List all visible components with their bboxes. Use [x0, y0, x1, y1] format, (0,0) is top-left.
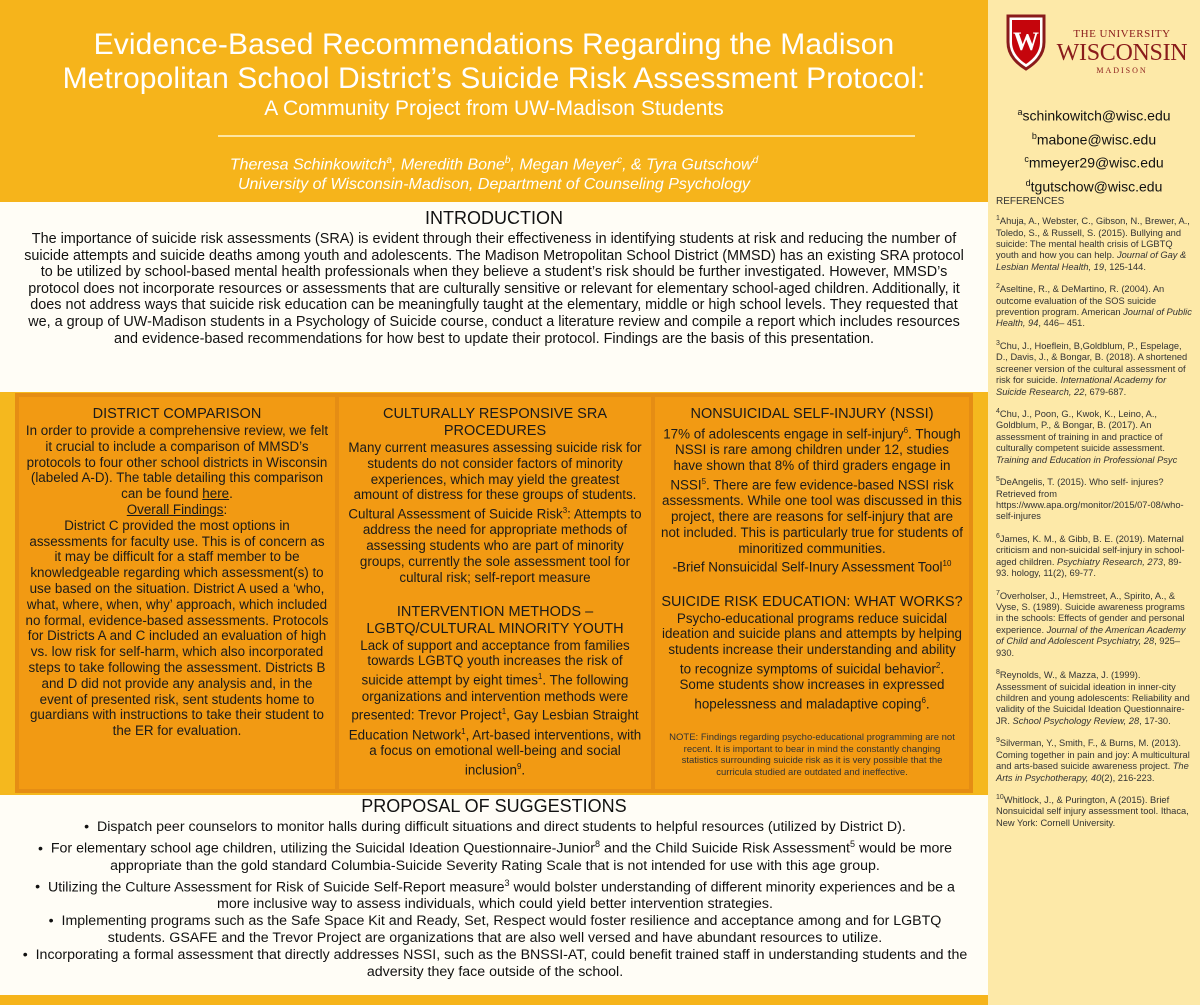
email-line	[988, 173, 1200, 197]
poster-subtitle: A Community Project from UW-Madison Students	[264, 97, 724, 120]
nssi-text-part: . There are few evidence-based NSSI risk assessments. While one tool was discussed in this project, there are reasons for self-injury that are not included. This is particularly true for students of minoritized communities.	[661, 477, 963, 556]
email-sup: b	[1031, 130, 1037, 141]
reference-number: 8	[996, 669, 1000, 677]
punctuation: :	[223, 501, 228, 517]
author-block	[0, 151, 988, 195]
citation-sup: 6	[921, 696, 926, 706]
reference-text: James, K. M., & Gibb, B. E. (2019). Maternal criticism and non-suicidal self-injury in school-aged children.	[996, 533, 1185, 567]
citation-sup: 9	[516, 761, 522, 771]
list-item: • Incorporating a formal assessment that directly addresses NSSI, such as the BNSSI-AT, could benefit trained staff in understanding students and the adversity they face outside of the school.	[20, 947, 970, 981]
email-sup: d	[1025, 177, 1031, 188]
findings-label-text: Overall Findings	[126, 501, 224, 517]
comparison-table-link[interactable]: here	[202, 486, 230, 502]
citation-sup: 3	[504, 877, 510, 888]
reference-source: Journal of Public Health, 94	[996, 307, 1192, 329]
punctuation: .	[229, 486, 233, 502]
citation-sup: 3	[562, 506, 568, 516]
nssi-text	[661, 423, 963, 556]
citation-sup: 2	[935, 660, 941, 670]
email-sup: c	[1024, 154, 1029, 165]
author-name: Meredith Bone	[400, 156, 505, 174]
reference-end: (2), 216-223.	[1101, 772, 1155, 783]
author-sup: d	[752, 155, 759, 166]
culturally-responsive-text	[347, 440, 643, 586]
citation-sup: 1	[501, 707, 507, 717]
email-sup: a	[1017, 107, 1023, 117]
citation-sup: 5	[701, 476, 707, 486]
reference-text: Chu, J., Poon, G., Kwok, K., Leino, A., Goldblum, P., & Bongar, B. (2017). An assessment of training in and practice of culturally competent suicide assessment.	[996, 409, 1165, 454]
findings-columns	[15, 393, 973, 793]
suicide-education-text	[661, 611, 963, 713]
proposal-text: For elementary school age children, utilizing the Suicidal Ideation Questionnaire-Junior	[50, 840, 595, 857]
proposal-heading: PROPOSAL OF SUGGESTIONS	[361, 796, 627, 816]
reference-item	[996, 474, 1192, 523]
reference-source: Journal of the American Academy of Child and Adolescent Psychiatry, 28	[996, 624, 1186, 647]
reference-source: School Psychology Review, 28	[1012, 715, 1140, 726]
middle-column	[339, 397, 651, 789]
author-name: Megan Meyer	[519, 156, 618, 174]
author-name: Tyra Gutschow	[646, 156, 753, 174]
reference-number: 4	[996, 407, 1000, 415]
logo-text-university: THE UNIVERSITY	[1073, 28, 1171, 40]
reference-number: 2	[996, 283, 1000, 291]
education-text: Psycho-educational programs reduce suicidal ideation and suicide plans and attempts by helping students increase their understanding and ability to recognize symptoms of suicidal behavior	[661, 610, 962, 677]
reference-item	[996, 213, 1192, 273]
reference-text: Ahuja, A., Webster, C., Gibson, N., Brewer, A., Toledo, S., & Russell, S. (2015). Bullying and suicide: The mental health crisis of LGBTQ youth and how you can help.	[996, 216, 1190, 261]
email-link[interactable]: mmeyer29@wisc.edu	[1028, 154, 1164, 171]
contact-emails	[988, 102, 1200, 197]
reference-number: 5	[996, 476, 1000, 484]
culturally-text-a: Many current measures assessing suicide risk for students do not consider factors of minority experiences, which may yield the greatest amount of distress for these groups of students. Cultural Assessment of Suicide Risk	[348, 440, 642, 522]
reference-number: 10	[996, 793, 1004, 801]
reference-item	[996, 667, 1192, 727]
citation-sup: 1	[461, 726, 466, 736]
intervention-text: , Art-based interventions, with a focus on emotional well-being and social inclusion	[369, 727, 642, 778]
footer-bar	[0, 995, 988, 1005]
list-item: • Implementing programs such as the Safe Space Kit and Ready, Set, Respect would foster resilience and acceptance among and for LGBTQ students. GSAFE and the Trevor Project are organizations that are also well versed and have abundant resources to utilize.	[20, 913, 970, 947]
culturally-responsive-heading: CULTURALLY RESPONSIVE SRA PROCEDURES	[382, 406, 607, 439]
reference-source: Journal of Gay & Lesbian Mental Health, 19	[996, 250, 1187, 272]
logo-text-wisconsin: WISCONSIN	[1056, 40, 1188, 66]
email-line	[988, 126, 1200, 150]
reference-source: International Academy for Suicide Research, 22	[996, 375, 1167, 397]
email-link[interactable]: tgutschow@wisc.edu	[1030, 178, 1163, 195]
author-list	[0, 151, 988, 175]
poster-header	[0, 0, 988, 202]
author-separator: , &	[622, 156, 647, 174]
district-comparison-heading: DISTRICT COMPARISON	[92, 406, 262, 422]
citation-sup: 6	[903, 426, 909, 435]
district-findings-text: District C provided the most options in assessments for faculty use. This is of concern as it may be difficult for a staff member to be knowledgeable regarding which assessment(s) to use based on the situation. District A used a ‘who, what, where, when, why’ approach, which included no formal, evidence-based assessments. Protocols for Districts A and C included an evaluation of high vs. low risk for self-harm, which also incorporated steps to take following the assessment. Districts B and D did not provide any analysis and, in the event of presented risk, sent students home to guardians with instructions to take their student to the ER for evaluation.	[25, 517, 329, 739]
intervention-text: , Gay Lesbian Straight Education Network	[348, 707, 639, 743]
reference-end: , 679-687.	[1084, 386, 1127, 397]
list-item	[20, 875, 970, 914]
nssi-tool	[661, 556, 963, 575]
reference-item	[996, 735, 1192, 784]
reference-end: , 17-30.	[1139, 715, 1171, 726]
culturally-text-b: : Attempts to address the need for appropriate methods of assessing students who are part of minority groups, currently the sole assessment tool for cultural risk; self-report measure	[359, 506, 642, 585]
citation-sup: 10	[942, 559, 952, 569]
proposal-text: would bolster understanding of different minority experiences and be a more inclusive way to assess individuals, which could yield better intervention strategies.	[217, 879, 955, 913]
author-sup: a	[386, 155, 392, 166]
reference-item	[996, 338, 1192, 398]
introduction-text: The importance of suicide risk assessments (SRA) is evident through their effectiveness in identifying students at risk and reducing the number of suicide attempts and suicide deaths among youth and adolescents. The Madison Metropolitan School District (MMSD) has an existing SRA protocol to be utilized by school-based mental health professionals when they believe a student’s risk should be further investigated. However, MMSD’s protocol does not incorporate resources or assessments that are culturally sensitive or relevant for elementary school-aged children. Additionally, it does not address ways that suicide risk education can be meaningfully taught at the elementary, middle or high school levels. They requested that we, a group of UW-Madison students in a Psychology of Suicide course, conduct a literature review and compile a report which includes resources and evidence-based recommendations for how best to update their protocol. Findings are the basis of this presentation.	[24, 231, 964, 347]
introduction-section	[0, 202, 988, 392]
reference-end: , 925– 930.	[996, 636, 1180, 658]
nssi-text-part: 17% of adolescents engage in self-injury	[663, 426, 904, 442]
reference-end: , 446– 451.	[1038, 318, 1085, 329]
reference-text: Overholser, J., Hemstreet, A., Spirito, A., & Vyse, S. (1989). Suicide awareness programs in the schools: Effects of gender and personal experience.	[996, 590, 1185, 635]
intervention-methods-heading: INTERVENTION METHODS – LGBTQ/CULTURAL MINORITY YOUTH	[366, 603, 624, 637]
title-line-2: Metropolitan School District’s Suicide Risk Assessment Protocol:	[62, 62, 926, 95]
reference-text: DeAngelis, T. (2015). Who self- injures? Retrieved from https://www.apa.org/monitor/2015/07-08/who-self-injures	[996, 477, 1184, 522]
education-text: . Some students show increases in expressed hopelessness and maladaptive coping	[679, 661, 945, 712]
reference-number: 9	[996, 737, 1000, 745]
reference-source: Psychiatry Research, 273	[1057, 556, 1163, 567]
references-list	[996, 213, 1192, 837]
punctuation: .	[925, 696, 930, 712]
svg-text:W: W	[1013, 27, 1039, 56]
reference-number: 6	[996, 532, 1000, 540]
district-comparison-intro	[25, 423, 329, 502]
citation-sup: 5	[850, 839, 856, 849]
email-line	[988, 149, 1200, 173]
citation-sup: 1	[537, 672, 543, 682]
district-comparison-panel	[19, 397, 335, 789]
title-line-1: Evidence-Based Recommendations Regarding the Madison	[93, 28, 895, 61]
author-separator: ,	[510, 156, 520, 174]
header-divider	[218, 135, 915, 137]
reference-source: The Arts in Psychotherapy, 40	[996, 761, 1189, 783]
reference-item	[996, 792, 1192, 829]
reference-end: , 125-144.	[1104, 261, 1146, 272]
reference-end: , 89-93. hology, 11(2), 69-77.	[996, 556, 1182, 579]
list-item: • Dispatch peer counselors to monitor halls during difficult situations and direct students to helpful resources (utilized by District D).	[20, 819, 970, 836]
reference-item	[996, 406, 1192, 466]
proposal-text: and the Child Suicide Risk Assessment	[600, 840, 850, 857]
email-link[interactable]: mabone@wisc.edu	[1036, 131, 1157, 148]
references-heading: REFERENCES	[996, 196, 1065, 207]
reference-number: 3	[996, 339, 1000, 347]
list-item	[20, 836, 970, 875]
intervention-text: Lack of support and acceptance from families towards LGBTQ youth increases the risk of suicide attempt by eight times	[360, 637, 630, 688]
proposal-section	[0, 795, 988, 995]
citation-sup: 8	[595, 839, 601, 849]
reference-item	[996, 531, 1192, 580]
proposal-text: would be more appropriate than the gold standard Columbia-Suicide Severity Rating Scale that is not intended for use with this age group.	[110, 840, 953, 874]
author-sup: b	[504, 155, 511, 166]
logo-text-madison: MADISON	[1096, 66, 1148, 75]
proposal-list	[20, 819, 970, 981]
reference-text: Whitlock, J., & Purington, A (2015). Brief Nonsuicidal self injury assessment tool. Ithaca, New York: Cornell University.	[996, 795, 1189, 828]
uw-crest-icon	[1004, 12, 1048, 72]
reference-text: Chu, J., Hoeflein, B,Goldblum, P., Espelage, D., Davis, J., & Bongar, B. (2018). A shortened screener version of the cultural assessment of risk for suicide.	[996, 340, 1188, 386]
reference-text: Silverman, Y., Smith, F., & Burns, M. (2013). Coming together in pain and joy: A multicultural and arts-based suicide awareness project.	[996, 738, 1190, 772]
intervention-methods-text	[347, 638, 643, 778]
punctuation: .	[521, 762, 526, 778]
email-link[interactable]: schinkowitch@wisc.edu	[1022, 107, 1171, 124]
nssi-text-part: . Though NSSI is rare among children under 12, studies have shown that 8% of third graders engage in NSSI	[670, 426, 961, 493]
reference-number: 7	[996, 589, 1000, 597]
poster-title	[0, 28, 988, 96]
district-intro-text: In order to provide a comprehensive review, we felt it crucial to include a comparison of MMSD’s protocols to four other school districts in Wisconsin (labeled A-D). The table detailing this comparison can be found	[25, 423, 329, 502]
sidebar	[988, 0, 1200, 1005]
reference-text: Reynolds, W., & Mazza, J. (1999). Assessment of suicidal ideation in inner-city children and young adolescents: Reliability and validity of the Suicidal Ideation Questionnaire-JR.	[996, 670, 1190, 726]
right-column	[655, 397, 969, 789]
reference-item	[996, 588, 1192, 660]
overall-findings-label	[25, 502, 329, 518]
introduction-heading: INTRODUCTION	[425, 208, 563, 228]
intervention-text: . The following organizations and intervention methods were presented: Trevor Project	[351, 672, 629, 723]
suicide-education-heading: SUICIDE RISK EDUCATION: WHAT WORKS?	[661, 593, 963, 610]
reference-text: Aseltine, R., & DeMartino, R. (2004). An outcome evaluation of the SOS suicide prevention program. American	[996, 284, 1165, 318]
author-name: Theresa Schinkowitch	[229, 156, 387, 174]
nssi-tool-name: -Brief Nonsuicidal Self-Inury Assessment Tool	[672, 559, 943, 575]
nssi-heading: NONSUICIDAL SELF-INJURY (NSSI)	[690, 406, 934, 422]
author-separator: ,	[391, 156, 401, 174]
reference-source: Training and Education in Professional Psyc	[996, 454, 1178, 465]
reference-number: 1	[996, 215, 1000, 222]
proposal-text: Utilizing the Culture Assessment for Risk of Suicide Self-Report measure	[47, 879, 505, 896]
affiliation: University of Wisconsin-Madison, Department of Counseling Psychology	[237, 176, 751, 194]
email-line	[988, 102, 1200, 126]
education-note: NOTE: Findings regarding psycho-educational programming are not recent. It is important to bear in mind the constantly changing statistics surrounding suicide risk as it is very possible that the curricula studied are outdated and ineffective.	[669, 732, 955, 778]
reference-item	[996, 281, 1192, 330]
university-logo	[998, 10, 1190, 80]
author-sup: c	[617, 155, 623, 166]
